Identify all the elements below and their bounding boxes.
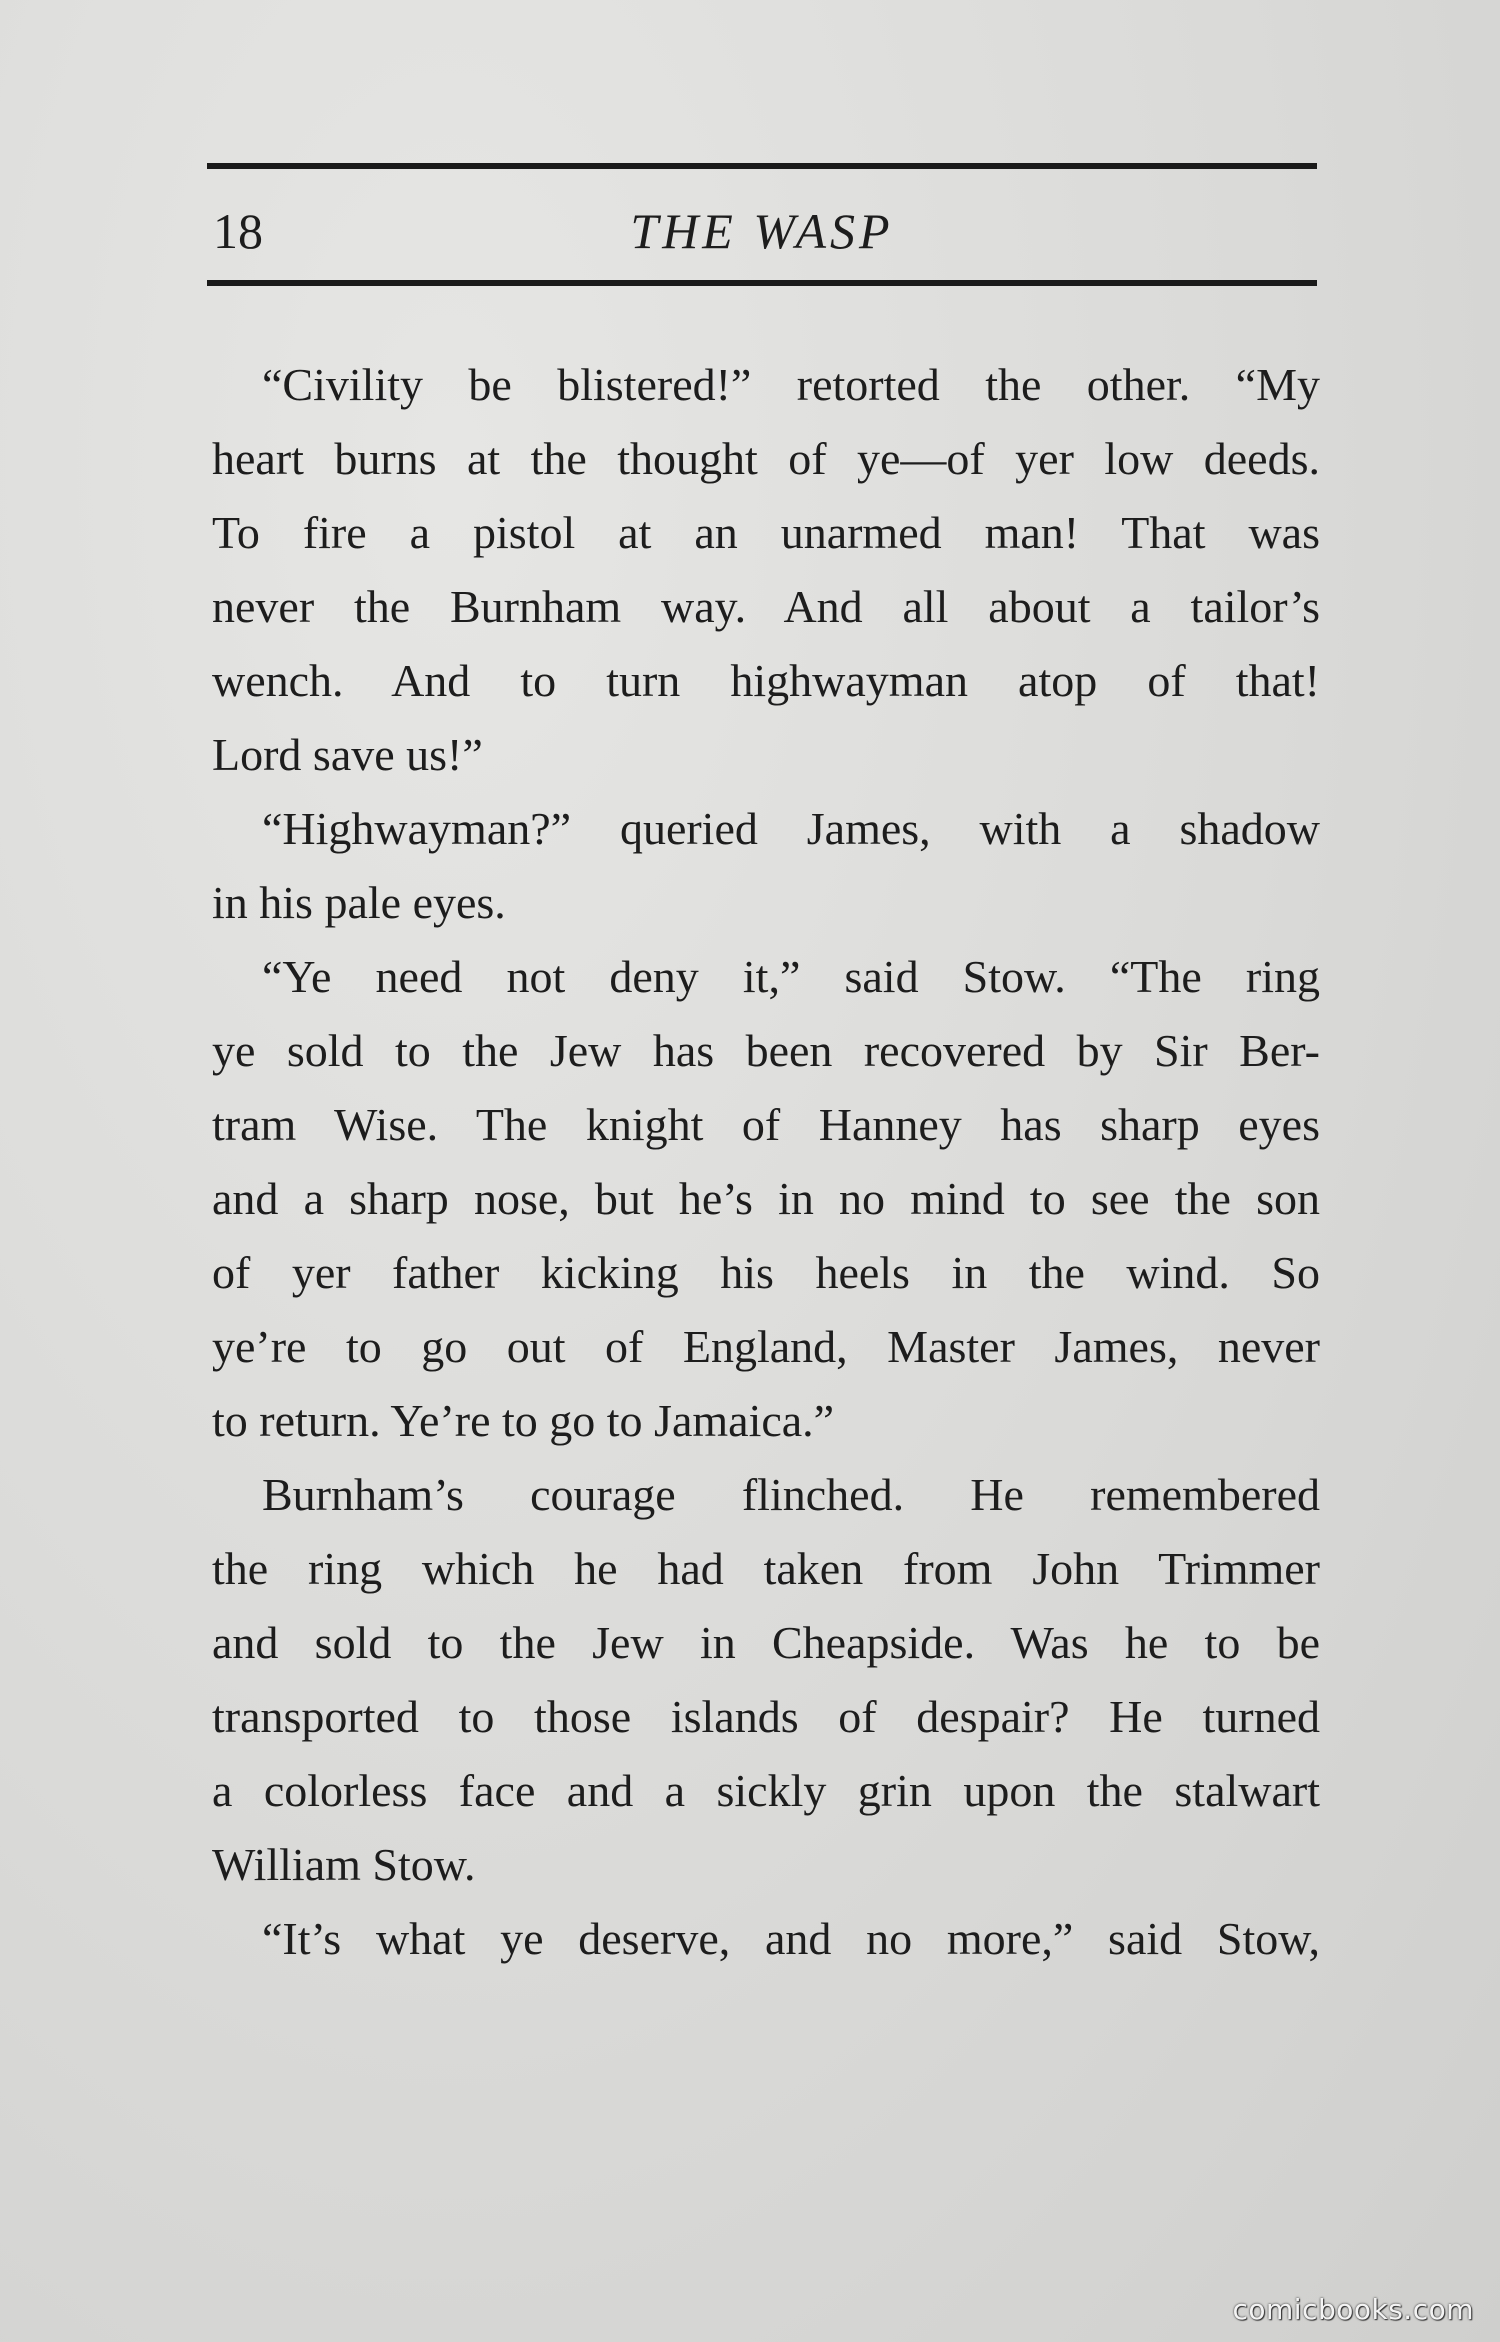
text-line: William Stow. — [212, 1839, 476, 1890]
text-line: heart burns at the thought of ye—of yer low deeds. — [212, 433, 1320, 484]
text-line: To fire a pistol at an unarmed man! That was — [212, 507, 1320, 558]
text-line: “Ye need not deny it,” said Stow. “The ring — [262, 951, 1320, 1002]
text-line: ye’re to go out of England, Master James, never — [212, 1321, 1320, 1372]
header-top-rule — [207, 163, 1317, 169]
text-line: a colorless face and a sickly grin upon the stalwart — [212, 1765, 1320, 1816]
text-line: and sold to the Jew in Cheapside. Was he to be — [212, 1617, 1320, 1668]
watermark: comicbooks.com — [1232, 2293, 1474, 2326]
text-line: tram Wise. The knight of Hanney has sharp eyes — [212, 1099, 1320, 1150]
text-line: “Highwayman?” queried James, with a shadow — [262, 803, 1320, 854]
text-line: “It’s what ye deserve, and no more,” said Stow, — [262, 1913, 1320, 1964]
text-line: of yer father kicking his heels in the wind. So — [212, 1247, 1320, 1298]
text-line: the ring which he had taken from John Trimmer — [212, 1543, 1320, 1594]
text-line: “Civility be blistered!” retorted the other. “My — [262, 359, 1320, 410]
text-line: and a sharp nose, but he’s in no mind to see the son — [212, 1173, 1320, 1224]
page-number: 18 — [213, 203, 263, 259]
page-header — [207, 196, 1317, 266]
header-bottom-rule — [207, 280, 1317, 286]
running-title: THE WASP — [630, 203, 894, 259]
text-line: wench. And to turn highwayman atop of that! — [212, 655, 1320, 706]
text-line: transported to those islands of despair? He turned — [212, 1691, 1320, 1742]
body-text — [212, 348, 1320, 1976]
text-line: to return. Ye’re to go to Jamaica.” — [212, 1395, 835, 1446]
text-line: never the Burnham way. And all about a tailor’s — [212, 581, 1320, 632]
text-line: Burnham’s courage flinched. He remembered — [262, 1469, 1320, 1520]
text-line: in his pale eyes. — [212, 877, 506, 928]
text-line: Lord save us!” — [212, 729, 483, 780]
text-line: ye sold to the Jew has been recovered by Sir Ber- — [212, 1025, 1320, 1076]
